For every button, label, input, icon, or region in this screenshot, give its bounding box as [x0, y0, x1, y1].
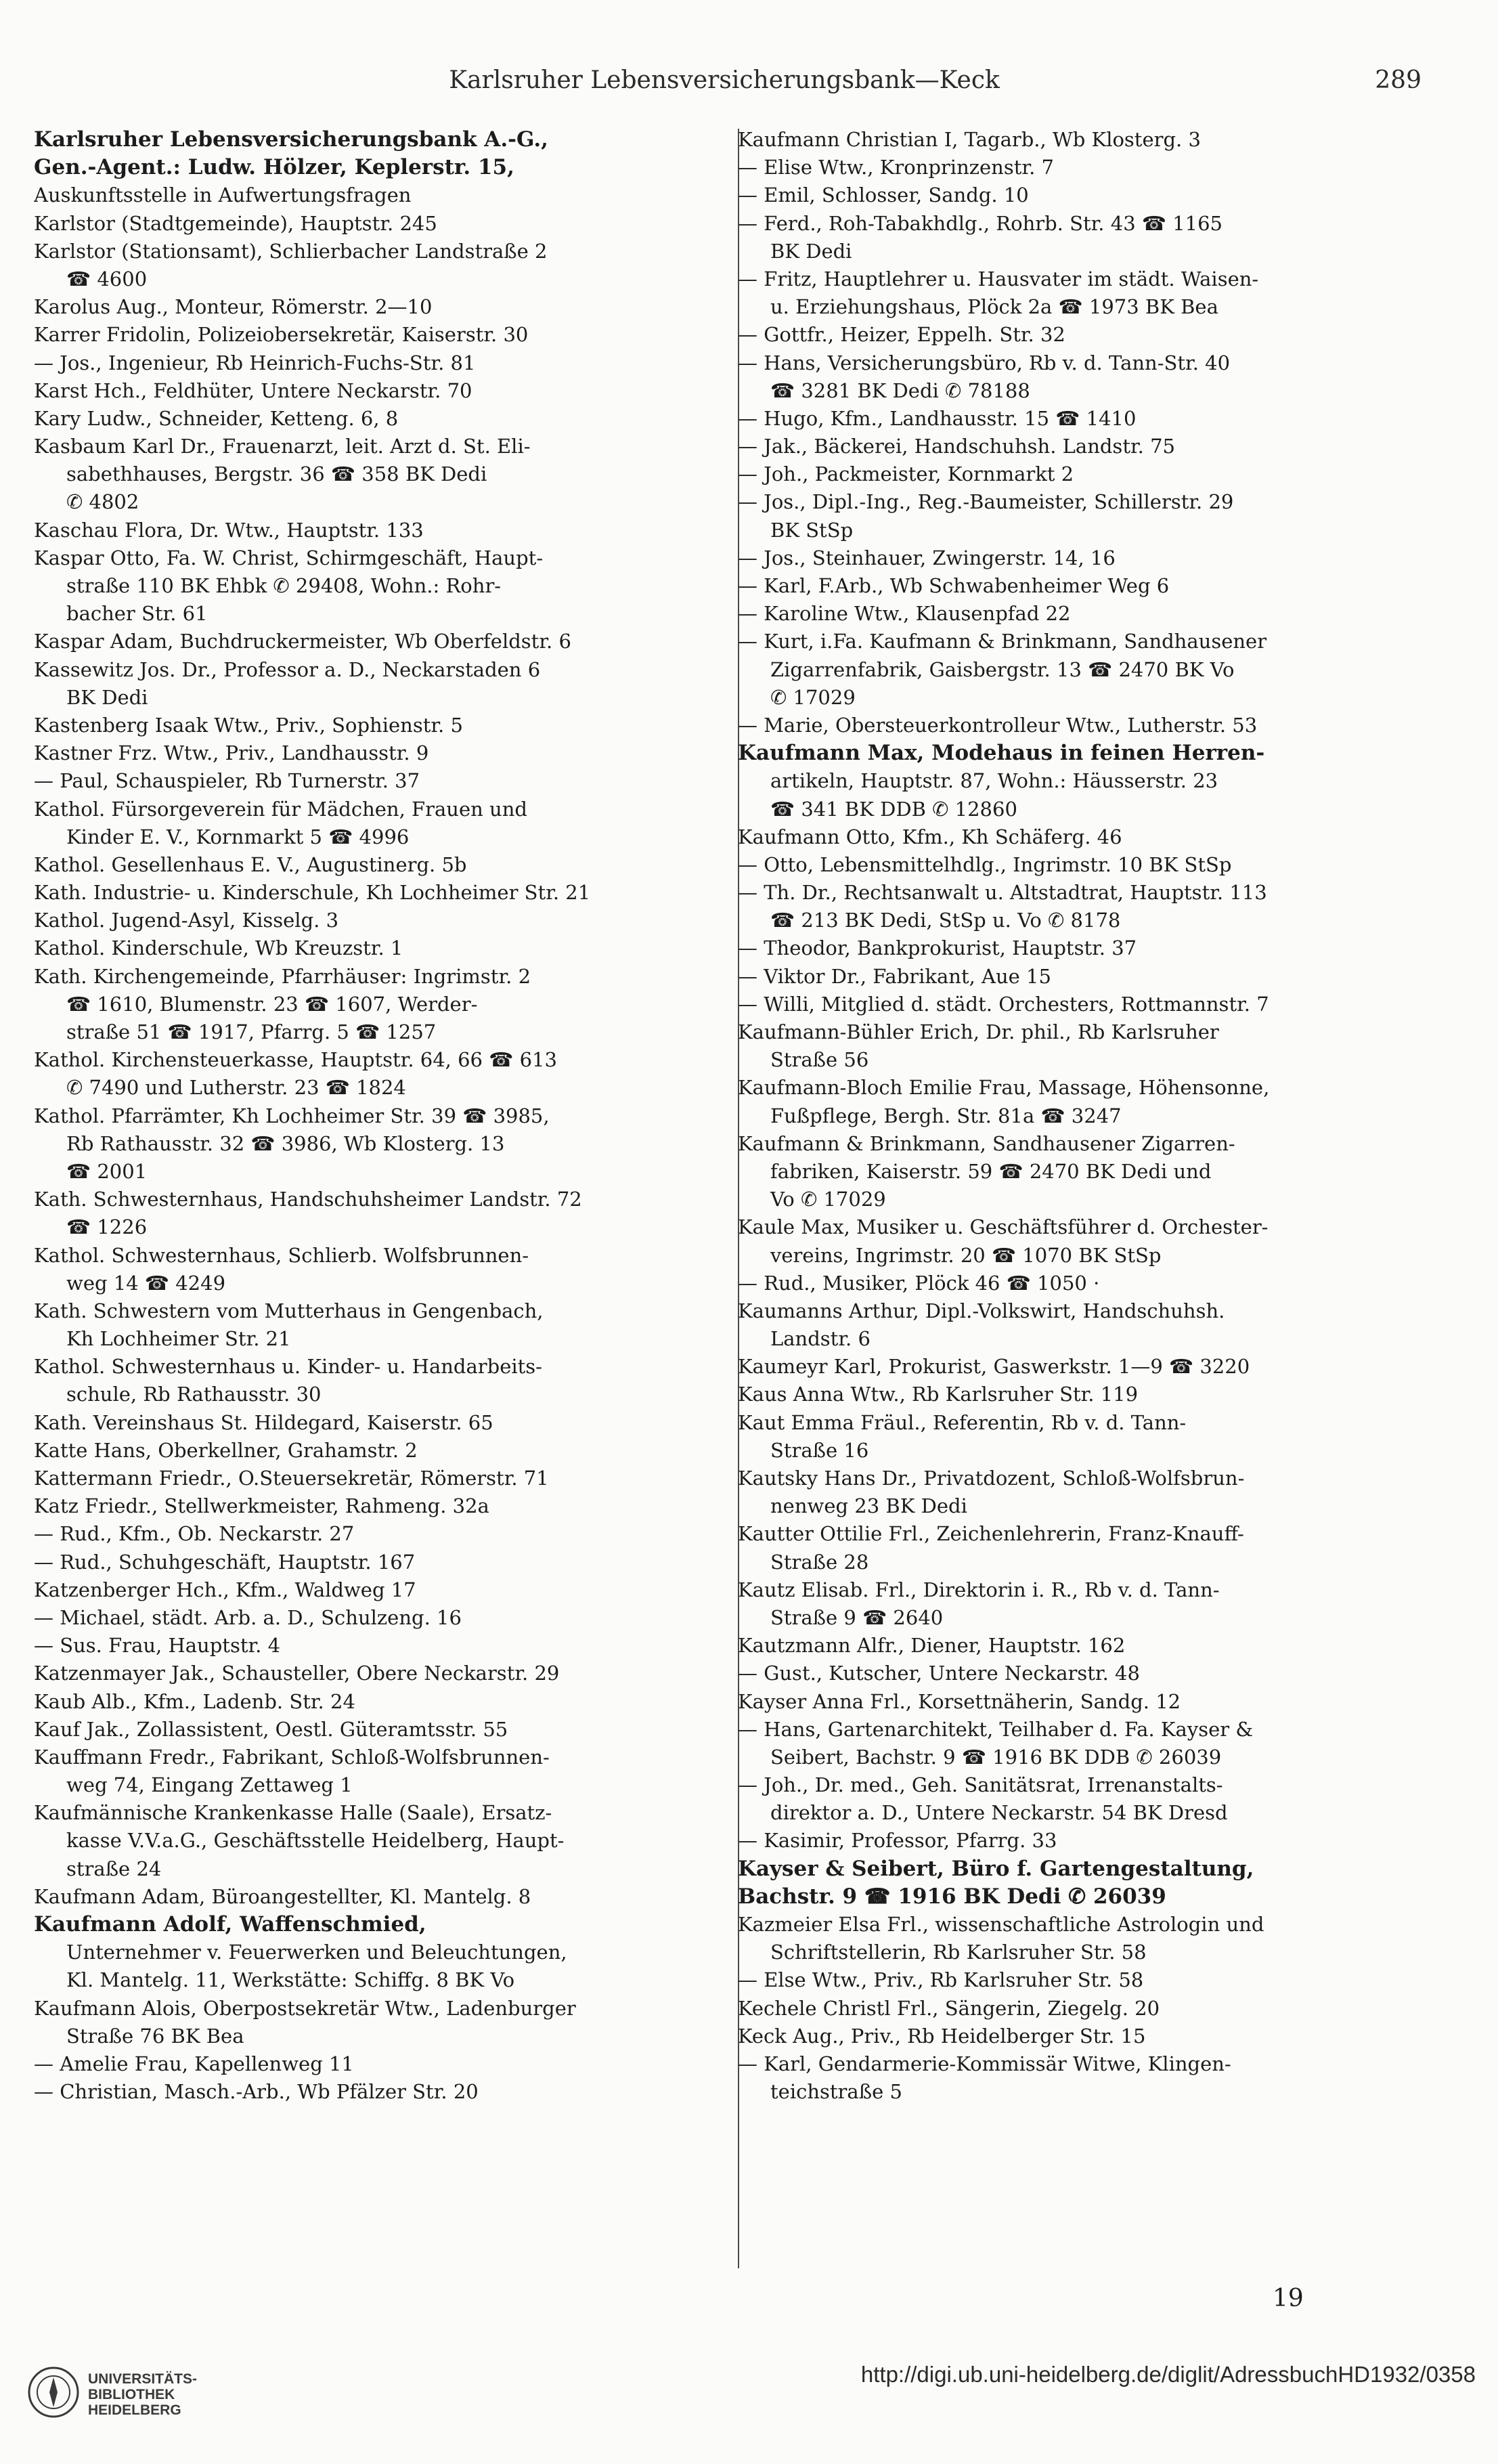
directory-entry-line: — Willi, Mitglied d. städt. Orchesters, Rottmannstr. 7: [738, 992, 1269, 1016]
directory-entry-line: Kaufmann-Bühler Erich, Dr. phil., Rb Karlsruher: [738, 1020, 1219, 1043]
directory-entry-line: — Jak., Bäckerei, Handschuhsh. Landstr. 75: [738, 435, 1175, 458]
right-column: [738, 126, 1449, 2293]
directory-entry-line: Kazmeier Elsa Frl., wissenschaftliche Astrologin und: [738, 1913, 1264, 1936]
directory-entry-line: Schriftstellerin, Rb Karlsruher Str. 58: [770, 1941, 1147, 1964]
directory-entry-line: — Joh., Packmeister, Kornmarkt 2: [738, 462, 1074, 486]
directory-entry-line: BK StSp: [770, 518, 854, 542]
directory-entry-line: Kayser & Seibert, Büro f. Gartengestaltung,: [738, 1856, 1254, 1881]
directory-entry-line: Kathol. Jugend-Asyl, Kisselg. 3: [34, 909, 339, 932]
directory-entry-line: schule, Rb Rathausstr. 30: [66, 1383, 322, 1406]
directory-entry-line: Kathol. Gesellenhaus E. V., Augustinerg. 5b: [34, 852, 467, 876]
directory-entry-line: straße 110 BK Ehbk ✆ 29408, Wohn.: Rohr-: [66, 574, 502, 597]
directory-entry-line: — Sus. Frau, Hauptstr. 4: [34, 1634, 281, 1658]
directory-entry-line: Kathol. Fürsorgeverein für Mädchen, Frauen und: [34, 797, 527, 821]
library-name-line3: HEIDELBERG: [88, 2402, 181, 2418]
directory-entry-line: Kaumeyr Karl, Prokurist, Gaswerkstr. 1—9 ☎ 3220: [738, 1355, 1250, 1379]
directory-entry-line: Karrer Fridolin, Polizeiobersekretär, Kaiserstr. 30: [34, 323, 529, 347]
directory-entry-line: Kaub Alb., Kfm., Ladenb. Str. 24: [34, 1689, 355, 1713]
source-url[interactable]: http://digi.ub.uni-heidelberg.de/diglit/AdressbuchHD1932/0358: [860, 2362, 1476, 2387]
directory-entry-line: Kaufmann & Brinkmann, Sandhausener Zigarren-: [738, 1131, 1235, 1155]
directory-entry-line: fabriken, Kaiserstr. 59 ☎ 2470 BK Dedi und: [770, 1159, 1212, 1183]
page-signature: 19: [1273, 2285, 1304, 2312]
directory-entry-line: — Karoline Wtw., Klausenpfad 22: [738, 602, 1071, 626]
page-number: 289: [1375, 66, 1422, 94]
library-name-line1: UNIVERSITÄTS-: [88, 2371, 198, 2387]
directory-entry-line: Straße 9 ☎ 2640: [770, 1605, 944, 1629]
directory-entry-line: ☎ 2001: [66, 1159, 148, 1183]
directory-entry-line: — Viktor Dr., Fabrikant, Aue 15: [738, 964, 1051, 988]
directory-entry-line: Kl. Mantelg. 11, Werkstätte: Schiffg. 8 BK Vo: [66, 1968, 515, 1992]
directory-entry-line: — Jos., Ingenieur, Rb Heinrich-Fuchs-Str. 81: [34, 351, 476, 374]
directory-entry-line: — Kasimir, Professor, Pfarrg. 33: [738, 1829, 1057, 1853]
directory-entry-line: Katzenmayer Jak., Schausteller, Obere Neckarstr. 29: [34, 1662, 560, 1685]
directory-entry-line: kasse V.V.a.G., Geschäftsstelle Heidelberg, Haupt-: [66, 1829, 565, 1853]
directory-entry-line: — Amelie Frau, Kapellenweg 11: [34, 2052, 354, 2075]
directory-entry-line: Landstr. 6: [770, 1327, 871, 1351]
directory-entry-line: Kechele Christl Frl., Sängerin, Ziegelg. 20: [738, 1996, 1160, 2020]
directory-entry-line: Keck Aug., Priv., Rb Heidelberger Str. 15: [738, 2024, 1146, 2048]
directory-entry-line: Kassewitz Jos. Dr., Professor a. D., Neckarstaden 6: [34, 657, 541, 681]
directory-entry-line: Kath. Schwestern vom Mutterhaus in Gengenbach,: [34, 1299, 544, 1322]
directory-entry-line: Kaschau Flora, Dr. Wtw., Hauptstr. 133: [34, 518, 424, 542]
directory-entry-line: Kattermann Friedr., O.Steuersekretär, Römerstr. 71: [34, 1467, 549, 1490]
directory-entry-line: — Hans, Versicherungsbüro, Rb v. d. Tann-Str. 40: [738, 351, 1231, 374]
directory-entry-line: — Th. Dr., Rechtsanwalt u. Altstadtrat, Hauptstr. 113: [738, 881, 1267, 905]
directory-entry-line: Zigarrenfabrik, Gaisbergstr. 13 ☎ 2470 BK Vo: [770, 657, 1235, 681]
directory-entry-line: bacher Str. 61: [66, 602, 208, 626]
directory-entry-line: nenweg 23 BK Dedi: [770, 1494, 967, 1518]
directory-entry-line: Karlsruher Lebensversicherungsbank A.-G.,: [34, 127, 548, 152]
directory-entry-line: Kaufmann Max, Modehaus in feinen Herren-: [738, 741, 1265, 766]
directory-entry-line: artikeln, Hauptstr. 87, Wohn.: Häusserstr. 23: [770, 769, 1218, 793]
directory-entry-line: Kathol. Schwesternhaus, Schlierb. Wolfsbrunnen-: [34, 1243, 529, 1267]
directory-entry-line: — Elise Wtw., Kronprinzenstr. 7: [738, 156, 1054, 179]
directory-entry-line: Kathol. Schwesternhaus u. Kinder- u. Handarbeits-: [34, 1355, 542, 1379]
directory-entry-line: — Fritz, Hauptlehrer u. Hausvater im städt. Waisen-: [738, 267, 1259, 290]
library-name-line2: BIBLIOTHEK: [88, 2387, 175, 2402]
directory-entry-line: Kaufmann Adolf, Waffenschmied,: [34, 1912, 426, 1937]
directory-entry-line: weg 14 ☎ 4249: [66, 1271, 226, 1295]
directory-entry-line: — Theodor, Bankprokurist, Hauptstr. 37: [738, 936, 1137, 960]
directory-entry-line: Kaufmann-Bloch Emilie Frau, Massage, Höhensonne,: [738, 1076, 1270, 1100]
directory-entry-line: Kautsky Hans Dr., Privatdozent, Schloß-Wolfsbrun-: [738, 1467, 1245, 1490]
directory-entry-line: Kaut Emma Fräul., Referentin, Rb v. d. Tann-: [738, 1410, 1187, 1434]
directory-entry-line: Straße 56: [770, 1048, 869, 1072]
directory-entry-line: Bachstr. 9 ☎ 1916 BK Dedi ✆ 26039: [738, 1884, 1166, 1909]
directory-entry-line: — Christian, Masch.-Arb., Wb Pfälzer Str. 20: [34, 2080, 479, 2104]
directory-entry-line: Kathol. Kirchensteuerkasse, Hauptstr. 64, 66 ☎ 613: [34, 1048, 557, 1072]
directory-entry-line: Kath. Kirchengemeinde, Pfarrhäuser: Ingrimstr. 2: [34, 964, 531, 988]
directory-entry-line: u. Erziehungshaus, Plöck 2a ☎ 1973 BK Bea: [770, 295, 1218, 319]
library-seal-icon: [27, 2366, 80, 2419]
directory-entry-line: ☎ 341 BK DDB ✆ 12860: [770, 797, 1017, 821]
directory-entry-line: — Jos., Steinhauer, Zwingerstr. 14, 16: [738, 546, 1116, 569]
directory-entry-line: vereins, Ingrimstr. 20 ☎ 1070 BK StSp: [770, 1243, 1162, 1267]
directory-entry-line: Kaufmännische Krankenkasse Halle (Saale), Ersatz-: [34, 1801, 552, 1825]
directory-entry-line: Kautzmann Alfr., Diener, Hauptstr. 162: [738, 1634, 1126, 1658]
directory-entry-line: Kastner Frz. Wtw., Priv., Landhausstr. 9: [34, 741, 429, 765]
left-column: [34, 126, 738, 2293]
directory-entry-line: teichstraße 5: [770, 2080, 902, 2104]
directory-entry-line: Kayser Anna Frl., Korsettnäherin, Sandg. 12: [738, 1689, 1181, 1713]
directory-entry-line: — Gottfr., Heizer, Eppelh. Str. 32: [738, 323, 1065, 347]
directory-entry-line: — Joh., Dr. med., Geh. Sanitätsrat, Irrenanstalts-: [738, 1773, 1223, 1797]
directory-entry-line: — Ferd., Roh-Tabakhdlg., Rohrb. Str. 43 ☎ 1165: [738, 211, 1223, 235]
directory-entry-line: ☎ 3281 BK Dedi ✆ 78188: [770, 379, 1030, 402]
directory-entry-line: straße 24: [66, 1857, 162, 1880]
directory-entry-line: Kaspar Otto, Fa. W. Christ, Schirmgeschäft, Haupt-: [34, 546, 544, 569]
directory-entry-line: Kary Ludw., Schneider, Ketteng. 6, 8: [34, 406, 399, 430]
directory-entry-line: Kath. Vereinshaus St. Hildegard, Kaiserstr. 65: [34, 1410, 493, 1434]
directory-entry-line: Kaufmann Adam, Büroangestellter, Kl. Mantelg. 8: [34, 1884, 531, 1908]
directory-entry-line: Kasbaum Karl Dr., Frauenarzt, leit. Arzt d. St. Eli-: [34, 435, 531, 458]
directory-entry-line: Unternehmer v. Feuerwerken und Beleuchtungen,: [66, 1941, 567, 1964]
directory-entry-line: Karlstor (Stationsamt), Schlierbacher Landstraße 2: [34, 239, 548, 263]
library-logo: [20, 2356, 311, 2438]
directory-entry-line: — Paul, Schauspieler, Rb Turnerstr. 37: [34, 769, 420, 793]
directory-entry-line: — Hans, Gartenarchitekt, Teilhaber d. Fa. Kayser &: [738, 1717, 1254, 1741]
directory-entry-line: ☎ 213 BK Dedi, StSp u. Vo ✆ 8178: [770, 909, 1121, 932]
directory-entry-line: straße 51 ☎ 1917, Pfarrg. 5 ☎ 1257: [66, 1020, 437, 1043]
directory-entry-line: Kaufmann Otto, Kfm., Kh Schäferg. 46: [738, 825, 1122, 848]
running-title: Karlsruher Lebensversicherungsbank—Keck: [449, 66, 1000, 94]
directory-entry-line: Kinder E. V., Kornmarkt 5 ☎ 4996: [66, 825, 410, 848]
directory-entry-line: — Karl, F.Arb., Wb Schwabenheimer Weg 6: [738, 574, 1170, 597]
directory-entry-line: Katz Friedr., Stellwerkmeister, Rahmeng. 32a: [34, 1494, 489, 1518]
directory-entry-line: Kathol. Kinderschule, Wb Kreuzstr. 1: [34, 936, 403, 960]
directory-entry-line: Karst Hch., Feldhüter, Untere Neckarstr. 70: [34, 379, 472, 402]
directory-entry-line: ☎ 1610, Blumenstr. 23 ☎ 1607, Werder-: [66, 992, 478, 1016]
directory-entry-line: Kastenberg Isaak Wtw., Priv., Sophienstr. 5: [34, 713, 463, 737]
directory-entry-line: Kaule Max, Musiker u. Geschäftsführer d. Orchester-: [738, 1215, 1269, 1239]
directory-entry-line: ✆ 7490 und Lutherstr. 23 ☎ 1824: [66, 1076, 406, 1100]
directory-entry-line: ☎ 4600: [66, 267, 148, 290]
directory-entry-line: Kauf Jak., Zollassistent, Oestl. Güteramtsstr. 55: [34, 1717, 508, 1741]
directory-entry-line: Karolus Aug., Monteur, Römerstr. 2—10: [34, 295, 433, 319]
directory-entry-line: Kautz Elisab. Frl., Direktorin i. R., Rb v. d. Tann-: [738, 1578, 1220, 1601]
running-header: [27, 66, 1422, 107]
directory-entry-line: Karlstor (Stadtgemeinde), Hauptstr. 245: [34, 211, 437, 235]
directory-entry-line: Straße 76 BK Bea: [66, 2024, 244, 2048]
directory-entry-line: Kath. Industrie- u. Kinderschule, Kh Lochheimer Str. 21: [34, 881, 591, 905]
directory-entry-line: Vo ✆ 17029: [770, 1188, 886, 1211]
directory-entry-line: Kath. Schwesternhaus, Handschuhsheimer Landstr. 72: [34, 1188, 582, 1211]
directory-entry-line: sabethhauses, Bergstr. 36 ☎ 358 BK Dedi: [66, 462, 487, 486]
directory-entry-line: — Rud., Schuhgeschäft, Hauptstr. 167: [34, 1550, 416, 1574]
directory-entry-line: BK Dedi: [66, 685, 148, 709]
directory-entry-line: Kaus Anna Wtw., Rb Karlsruher Str. 119: [738, 1383, 1139, 1406]
directory-entry-line: Kathol. Pfarrämter, Kh Lochheimer Str. 39 ☎ 3985,: [34, 1104, 550, 1127]
directory-entry-line: — Rud., Kfm., Ob. Neckarstr. 27: [34, 1522, 355, 1546]
directory-entry-line: Kautter Ottilie Frl., Zeichenlehrerin, Franz-Knauff-: [738, 1522, 1244, 1546]
directory-entry-line: — Emil, Schlosser, Sandg. 10: [738, 183, 1029, 207]
directory-entry-line: Katte Hans, Oberkellner, Grahamstr. 2: [34, 1438, 418, 1462]
directory-entry-line: — Jos., Dipl.-Ing., Reg.-Baumeister, Schillerstr. 29: [738, 490, 1234, 514]
directory-entry-line: Auskunftsstelle in Aufwertungsfragen: [34, 183, 412, 207]
directory-entry-line: Kh Lochheimer Str. 21: [66, 1327, 291, 1351]
directory-entry-line: Rb Rathausstr. 32 ☎ 3986, Wb Klosterg. 13: [66, 1131, 505, 1155]
directory-entry-line: Kaspar Adam, Buchdruckermeister, Wb Oberfeldstr. 6: [34, 630, 571, 653]
directory-entry-line: Kaumanns Arthur, Dipl.-Volkswirt, Handschuhsh.: [738, 1299, 1225, 1322]
directory-entry-line: — Marie, Obersteuerkontrolleur Wtw., Lutherstr. 53: [738, 713, 1258, 737]
directory-entry-line: — Rud., Musiker, Plöck 46 ☎ 1050 ·: [738, 1271, 1100, 1295]
directory-entry-line: Seibert, Bachstr. 9 ☎ 1916 BK DDB ✆ 26039: [770, 1745, 1222, 1769]
directory-entry-line: direktor a. D., Untere Neckarstr. 54 BK Dresd: [770, 1801, 1228, 1825]
directory-entry-line: ✆ 4802: [66, 490, 139, 514]
directory-entry-line: Katzenberger Hch., Kfm., Waldweg 17: [34, 1578, 416, 1601]
directory-entry-line: Straße 16: [770, 1438, 869, 1462]
directory-entry-line: weg 74, Eingang Zettaweg 1: [66, 1773, 353, 1797]
directory-entry-line: Kaufmann Alois, Oberpostsekretär Wtw., Ladenburger: [34, 1996, 576, 2020]
directory-entry-line: — Karl, Gendarmerie-Kommissär Witwe, Klingen-: [738, 2052, 1231, 2075]
directory-entry-line: ✆ 17029: [770, 685, 856, 709]
directory-entry-line: — Gust., Kutscher, Untere Neckarstr. 48: [738, 1662, 1140, 1685]
directory-entry-line: — Michael, städt. Arb. a. D., Schulzeng. 16: [34, 1605, 462, 1629]
directory-entry-line: BK Dedi: [770, 239, 852, 263]
directory-entry-line: — Kurt, i.Fa. Kaufmann & Brinkmann, Sandhausener: [738, 630, 1267, 653]
directory-entry-line: ☎ 1226: [66, 1215, 148, 1239]
directory-entry-line: Kauffmann Fredr., Fabrikant, Schloß-Wolfsbrunnen-: [34, 1745, 550, 1769]
directory-entry-line: Kaufmann Christian I, Tagarb., Wb Klosterg. 3: [738, 128, 1201, 151]
directory-entry-line: — Otto, Lebensmittelhdlg., Ingrimstr. 10 BK StSp: [738, 852, 1232, 876]
directory-entry-line: Gen.-Agent.: Ludw. Hölzer, Keplerstr. 15,: [34, 155, 514, 180]
directory-entry-line: — Hugo, Kfm., Landhausstr. 15 ☎ 1410: [738, 406, 1137, 430]
directory-entry-line: — Else Wtw., Priv., Rb Karlsruher Str. 58: [738, 1968, 1144, 1992]
directory-entry-line: Fußpflege, Bergh. Str. 81a ☎ 3247: [770, 1104, 1122, 1127]
directory-entry-line: Straße 28: [770, 1550, 869, 1574]
